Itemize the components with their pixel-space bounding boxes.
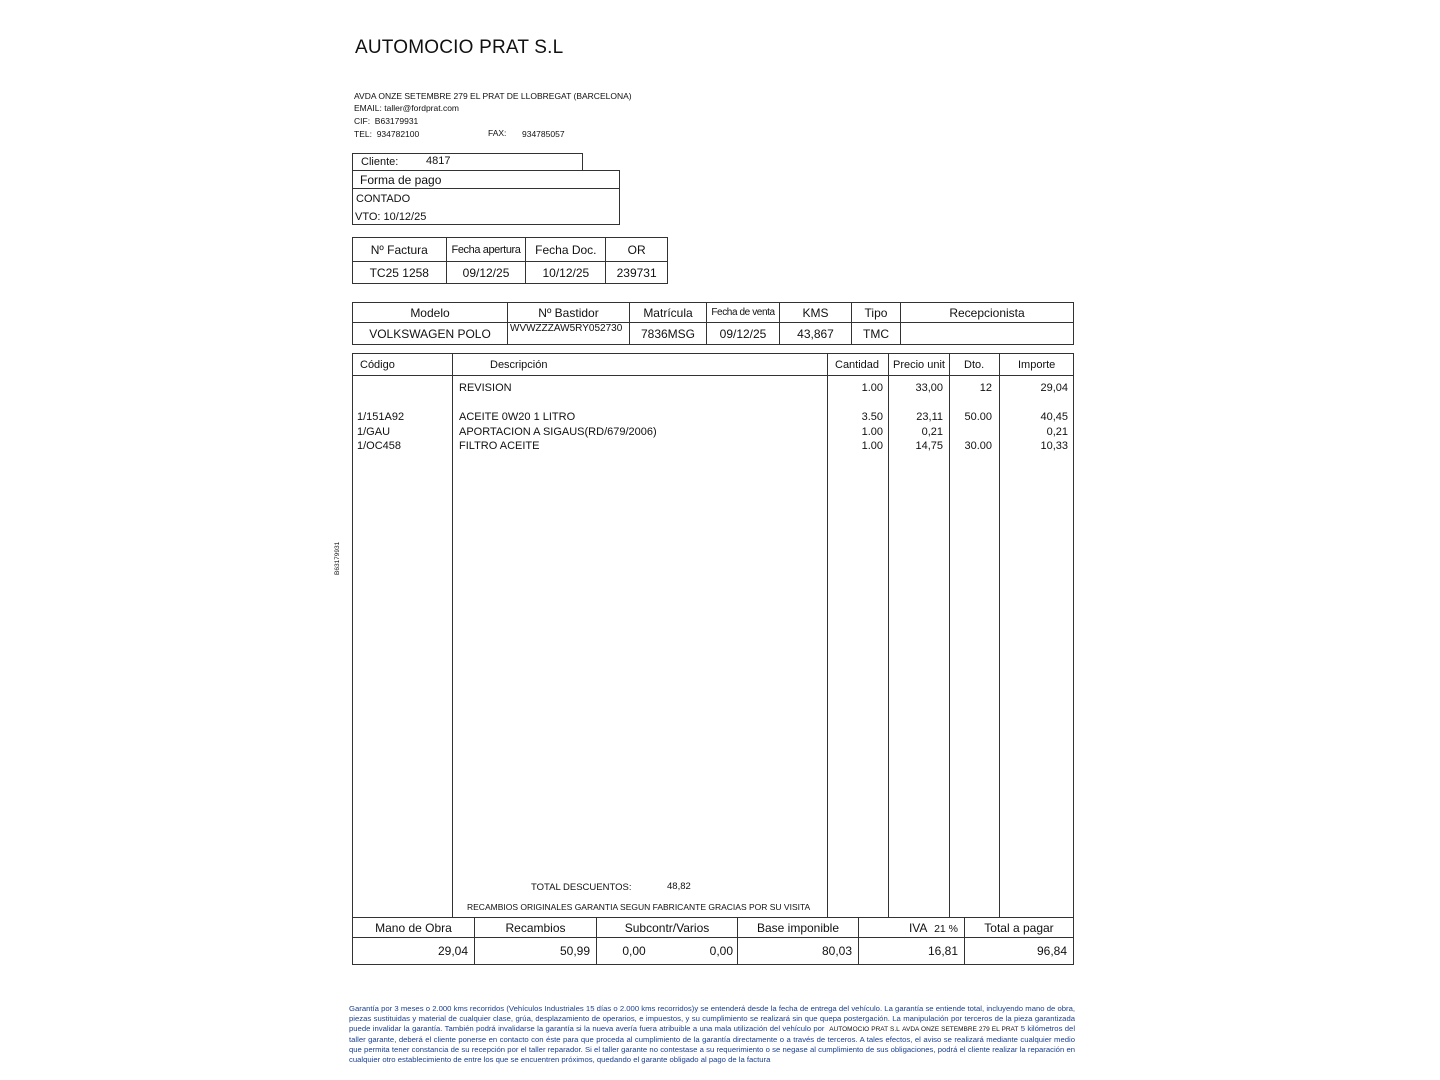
warranty-text [349, 1004, 1075, 1065]
vin-value: WVWZZZAW5RY052730 [508, 323, 630, 345]
company-tel-row [354, 128, 419, 140]
description-header: Descripción [490, 359, 548, 371]
type-header: Tipo [852, 303, 901, 323]
total-discounts-value: 48,82 [667, 881, 691, 892]
totals-table [352, 917, 1074, 965]
kms-header: KMS [780, 303, 852, 323]
line-qty: 1.00 [861, 426, 883, 438]
cif-label: CIF: [354, 116, 371, 126]
client-box [352, 153, 583, 171]
warranty-paragraph-2: 5 kilómetros del taller garante, deberá el cliente ponerse en contacto con éste para que proceda al cumplimiento de la garantía directamente o a través de terceros. A tales efectos, el aviso se realizará mediante cualquier medio que permita tener constancia de su recepción por el taller reparador. Si el taller garante no contestase a su requerimiento o se negase al cumplimiento de sus obligaciones, podrá el cliente realizar la reparación en cualquier otro establecimiento de entre los que se encuentren próximos, quedando el garante obligado al pago de la factura [349, 1024, 1076, 1064]
invoice-lines-table [352, 353, 1074, 918]
code-header: Código [360, 359, 395, 371]
receptionist-header: Recepcionista [901, 303, 1074, 323]
total-value: 96,84 [965, 938, 1074, 965]
parts-value: 50,99 [475, 938, 597, 965]
tel-label: TEL: [354, 129, 372, 139]
base-value: 80,03 [738, 938, 859, 965]
lines-note: RECAMBIOS ORIGINALES GARANTIA SEGUN FABRICANTE GRACIAS POR SU VISITA [467, 902, 811, 912]
sale-date-value: 09/12/25 [707, 323, 780, 345]
sub-value-b: 0,00 [667, 938, 738, 965]
warranty-address: AVDA ONZE SETEMBRE 279 EL PRAT [902, 1026, 1019, 1033]
line-code: 1/151A92 [357, 411, 405, 423]
open-date-header: Fecha apertura [446, 238, 526, 262]
email-label: EMAIL: [354, 103, 382, 113]
line-discount: 12 [979, 382, 992, 394]
iva-header [859, 918, 965, 938]
line-description: APORTACION A SIGAUS(RD/679/2006) [459, 426, 657, 438]
vin-header: Nº Bastidor [508, 303, 630, 323]
company-name: AUTOMOCIO PRAT S.L [355, 37, 564, 58]
iva-value: 16,81 [859, 938, 965, 965]
line-unit-price: 14,75 [915, 440, 943, 452]
warranty-company: AUTOMOCIO PRAT S.L [829, 1026, 900, 1033]
discount-header: Dto. [964, 359, 985, 371]
fax-value: 934785057 [522, 129, 565, 139]
sub-value-a: 0,00 [597, 938, 668, 965]
client-number: 4817 [426, 155, 451, 167]
company-address: AVDA ONZE SETEMBRE 279 EL PRAT DE LLOBREGAT (BARCELONA) [354, 91, 632, 101]
line-discount: 30.00 [964, 440, 992, 452]
receptionist-value [901, 323, 1074, 345]
invoice-info-table [352, 237, 668, 284]
line-description: ACEITE 0W20 1 LITRO [459, 411, 576, 423]
model-value: VOLKSWAGEN POLO [353, 323, 508, 345]
or-number: 239731 [606, 262, 668, 284]
line-amount: 29,04 [1040, 382, 1068, 394]
line-amount: 40,45 [1040, 411, 1068, 423]
labor-value: 29,04 [353, 938, 475, 965]
email-value: taller@fordprat.com [384, 103, 460, 113]
type-value: TMC [852, 323, 901, 345]
tel-value: 934782100 [376, 129, 420, 139]
plate-value: 7836MSG [630, 323, 707, 345]
line-qty: 1.00 [861, 440, 883, 452]
line-amount: 0,21 [1046, 426, 1068, 438]
line-discount: 50.00 [964, 411, 992, 423]
client-label: Cliente: [361, 156, 399, 168]
base-header: Base imponible [738, 918, 859, 938]
warranty-paragraph-1: Garantía por 3 meses o 2.000 kms recorridos (Vehículos Industriales 15 días o 2.000 kms recorridos)y se entenderá desde la fecha de entrega del vehículo. La garantía se entiende total, incluyendo mano de obra, piezas sustituidas y material de cualquier clase, grúa, desplazamiento de operarios, e impuestos, y su cumplimiento se realizará sin que quepa postergación. La manipulación por terceros de la pieza garantizada puede invalidar la garantía. También podrá invalidarse la garantía si la nueva avería fuera atribuible a una mala utilización del vehículo por [349, 1004, 1075, 1033]
iva-label: IVA [908, 920, 928, 935]
line-unit-price: 23,11 [916, 411, 943, 423]
open-date: 09/12/25 [446, 262, 526, 284]
company-cif-row [354, 115, 418, 127]
plate-header: Matrícula [630, 303, 707, 323]
iva-rate: 21 % [934, 922, 958, 935]
qty-header: Cantidad [835, 359, 880, 371]
line-qty: 3.50 [861, 411, 883, 423]
doc-date: 10/12/25 [526, 262, 606, 284]
payment-label: Forma de pago [360, 173, 442, 187]
amount-header: Importe [1018, 359, 1056, 371]
invoice-number: TC25 1258 [353, 262, 447, 284]
kms-value: 43,867 [780, 323, 852, 345]
payment-due: VTO: 10/12/25 [355, 211, 427, 223]
model-header: Modelo [353, 303, 508, 323]
invoice-number-header: Nº Factura [353, 238, 447, 262]
payment-method: CONTADO [356, 193, 411, 205]
doc-date-header: Fecha Doc. [526, 238, 606, 262]
line-description: FILTRO ACEITE [459, 440, 540, 452]
total-header: Total a pagar [965, 918, 1074, 938]
or-header: OR [606, 238, 668, 262]
payment-box [352, 170, 620, 225]
labor-header: Mano de Obra [353, 918, 475, 938]
total-discounts-label: TOTAL DESCUENTOS: [531, 882, 632, 893]
fax-label: FAX: [488, 128, 507, 138]
side-vertical-code: B63179931 [334, 541, 341, 575]
unit-price-header: Precio unit [893, 359, 945, 371]
line-unit-price: 33,00 [915, 382, 943, 394]
line-qty: 1.00 [861, 382, 883, 394]
line-unit-price: 0,21 [921, 426, 943, 438]
sub-header: Subcontr/Varios [597, 918, 738, 938]
line-code: 1/GAU [357, 426, 391, 438]
line-amount: 10,33 [1040, 440, 1068, 452]
cif-value: B63179931 [374, 116, 419, 126]
parts-header: Recambios [475, 918, 597, 938]
sale-date-header: Fecha de venta [707, 303, 780, 323]
line-description: REVISION [459, 382, 512, 394]
vehicle-table [352, 302, 1074, 345]
company-email-row [354, 102, 459, 114]
line-code: 1/OC458 [357, 440, 402, 452]
